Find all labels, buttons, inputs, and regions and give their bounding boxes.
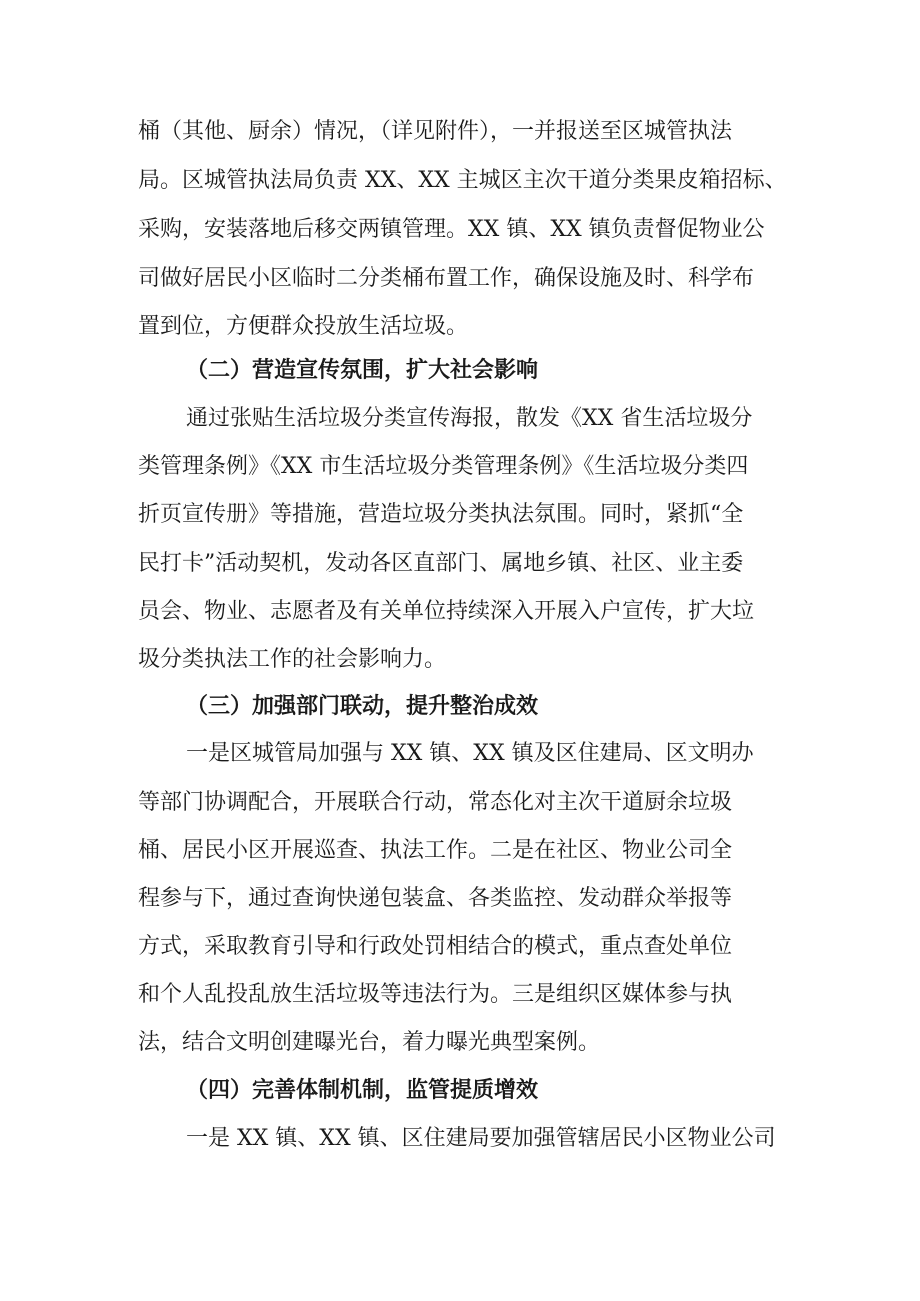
paragraph-line: 等部门协调配合，开展联合行动，常态化对主次干道厨余垃圾 [138,790,733,815]
paragraph-line: 置到位，方便群众投放生活垃圾。 [138,314,469,339]
paragraph-line: 方式，采取教育引导和行政处罚相结合的模式，重点查处单位 [138,934,733,959]
paragraph-line: 桶、居民小区开展巡查、执法工作。二是在社区、物业公司全 [138,838,733,863]
paragraph-line: 圾分类执法工作的社会影响力。 [138,647,447,672]
paragraph-line: 程参与下，通过查询快递包装盒、各类监控、发动群众举报等 [138,886,733,911]
section-heading: （二）营造宣传氛围，扩大社会影响 [186,358,539,383]
paragraph-line: 一是 XX 镇、XX 镇、区住建局要加强管辖居民小区物业公司 [186,1126,776,1151]
paragraph-line: 类管理条例》《XX 市生活垃圾分类管理条例》《生活垃圾分类四 [138,454,749,479]
paragraph-line: 和个人乱投乱放生活垃圾等违法行为。三是组织区媒体参与执 [138,982,733,1007]
paragraph-line: 局。区城管执法局负责 XX、XX 主城区主次干道分类果皮箱招标、 [138,168,787,193]
paragraph-line: 民打卡”活动契机，发动各区直部门、属地乡镇、社区、业主委 [138,551,744,576]
paragraph-line: 法，结合文明创建曝光台，着力曝光典型案例。 [138,1030,601,1055]
paragraph-line: 司做好居民小区临时二分类桶布置工作，确保设施及时、科学布 [138,266,755,291]
section-heading: （四）完善体制机制，监管提质增效 [186,1078,539,1103]
paragraph-line: 采购，安装落地后移交两镇管理。XX 镇、XX 镇负责督促物业公 [138,217,765,242]
paragraph-line: 员会、物业、志愿者及有关单位持续深入开展入户宣传，扩大垃 [138,599,755,624]
paragraph-line: 折页宣传册》等措施，营造垃圾分类执法氛围。同时，紧抓“全 [138,502,744,527]
section-heading: （三）加强部门联动，提升整治成效 [186,694,539,719]
paragraph-line: 通过张贴生活垃圾分类宣传海报，散发《XX 省生活垃圾分 [186,406,753,431]
paragraph-line: 桶（其他、厨余）情况，（详见附件），一并报送至区城管执法 [138,119,733,144]
paragraph-line: 一是区城管局加强与 XX 镇、XX 镇及区住建局、区文明办 [186,741,754,766]
